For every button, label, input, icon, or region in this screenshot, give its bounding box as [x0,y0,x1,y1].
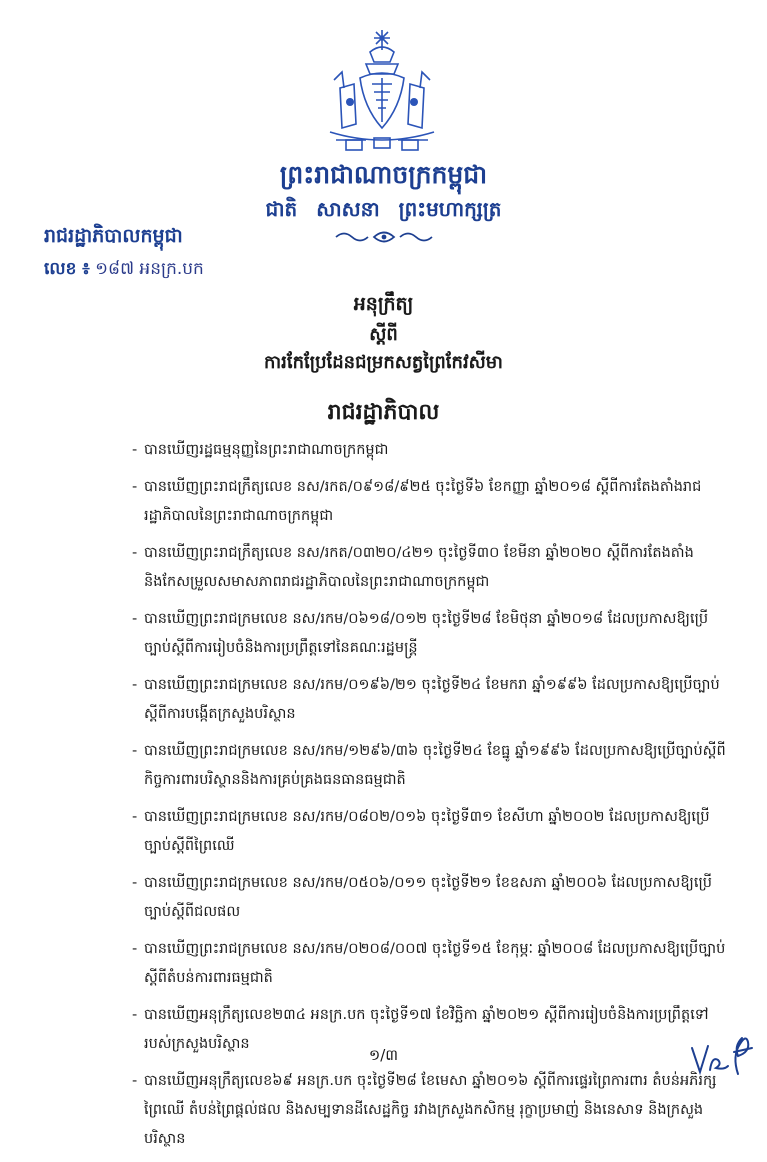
recital-item: - បានឃើញរដ្ឋធម្មនុញ្ញនៃព្រះរាជាណាចក្រកម្ពុជា [132,436,732,465]
national-motto: ជាតិ សាសនា ព្រះមហាក្សត្រ [265,197,502,221]
issuing-body-heading: រាជរដ្ឋាភិបាល [327,399,440,425]
royal-coat-of-arms-icon [320,28,444,158]
recital-item: - បានឃើញព្រះរាជក្រមលេខ នស/រកម/០៥០៦/០១១ ចុះថ្ងៃទី២១ ខែឧសភា ឆ្នាំ២០០៦ ដែលប្រកាសឱ្យប្រើច្បាប់ស្តីពីជលផល [132,869,732,927]
reference-label: លេខ ៖ [44,259,90,279]
kingdom-name: ព្រះរាជាណាចក្រកម្ពុជា [279,160,488,189]
recital-item: - បានឃើញព្រះរាជក្រមលេខ នស/រកម/០៦១៨/០១២ ចុះថ្ងៃទី២៨ ខែមិថុនា ឆ្នាំ២០១៨ ដែលប្រកាសឱ្យប្រើច្បាប់ស្តីពីការរៀបចំនិងការប្រព្រឹត្តទៅនៃគណៈរដ្ឋមន្ត្រី [132,605,732,663]
page-number: ១/៣ [368,1046,399,1064]
document-type: អនុក្រឹត្យ [353,293,414,315]
document-about: ស្ដីពី [369,324,398,345]
reference-value: ១៨៧ អនក្រ.បក [95,259,204,279]
issuer-name: រាជរដ្ឋាភិបាលកម្ពុជា [44,225,183,247]
document-subject: ការកែប្រែដែនជម្រកសត្វព្រៃកែវសីមា [264,352,503,373]
reference-number [44,258,204,283]
handwritten-initials-icon [688,1026,756,1078]
recital-item: - បានឃើញព្រះរាជក្រមលេខ នស/រកម/០៨០២/០១៦ ចុះថ្ងៃទី៣១ ខែសីហា ឆ្នាំ២០០២ ដែលប្រកាសឱ្យប្រើច្បាប់ស្តីពីព្រៃឈើ [132,803,732,861]
recital-item: - បានឃើញព្រះរាជក្រមលេខ នស/រកម/១២៩៦/៣៦ ចុះថ្ងៃទី២៤ ខែធ្នូ ឆ្នាំ១៩៩៦ ដែលប្រកាសឱ្យប្រើច្បាប់ស្តីពីកិច្ចការពារបរិស្ថាននិងការគ្រប់គ្រងធនធានធម្មជាតិ [132,737,732,795]
recital-item: - បានឃើញអនុក្រឹត្យលេខ៦៩ អនក្រ.បក ចុះថ្ងៃទី២៨ ខែមេសា ឆ្នាំ២០១៦ ស្តីពីការផ្ទេរព្រៃការពារ តំបន់អភិរក្សព្រៃឈើ តំបន់ព្រៃផ្តល់ផល និងសម្បទានដីសេដ្ឋកិច្ច រវាងក្រសួងកសិកម្ម រុក្ខាប្រមាញ់ និងនេសាទ និងក្រសួងបរិស្ថាន [132,1067,732,1154]
recital-item: - បានឃើញព្រះរាជក្រមលេខ នស/រកម/០២០៨/០០៧ ចុះថ្ងៃទី១៥ ខែកុម្ភៈ ឆ្នាំ២០០៨ ដែលប្រកាសឱ្យប្រើច្បាប់ស្តីពីតំបន់ការពារធម្មជាតិ [132,935,732,993]
decorative-divider-icon [332,228,436,246]
recital-item: - បានឃើញព្រះរាជក្រឹត្យលេខ នស/រកត/០៩១៨/៩២៥ ចុះថ្ងៃទី៦ ខែកញ្ញា ឆ្នាំ២០១៨ ស្តីពីការតែងតាំងរាជរដ្ឋាភិបាលនៃព្រះរាជាណាចក្រកម្ពុជា [132,473,732,531]
recital-item: - បានឃើញព្រះរាជក្រឹត្យលេខ នស/រកត/០៣២០/៤២១ ចុះថ្ងៃទី៣០ ខែមីនា ឆ្នាំ២០២០ ស្តីពីការតែងតាំងនិងកែសម្រួលសមាសភាពរាជរដ្ឋាភិបាលនៃព្រះរាជាណាចក្រកម្ពុជា [132,539,732,597]
recital-item: - បានឃើញព្រះរាជក្រមលេខ នស/រកម/០១៩៦/២១ ចុះថ្ងៃទី២៤ ខែមករា ឆ្នាំ១៩៩៦ ដែលប្រកាសឱ្យប្រើច្បាប់ស្តីពីការបង្កើតក្រសួងបរិស្ថាន [132,671,732,729]
recital-item: - បានឃើញអនុក្រឹត្យលេខ២៣៤ អនក្រ.បក ចុះថ្ងៃទី១៧ ខែវិច្ឆិកា ឆ្នាំ២០២១ ស្តីពីការរៀបចំនិងការប្រព្រឹត្តទៅរបស់ក្រសួងបរិស្ថាន [132,1001,732,1059]
